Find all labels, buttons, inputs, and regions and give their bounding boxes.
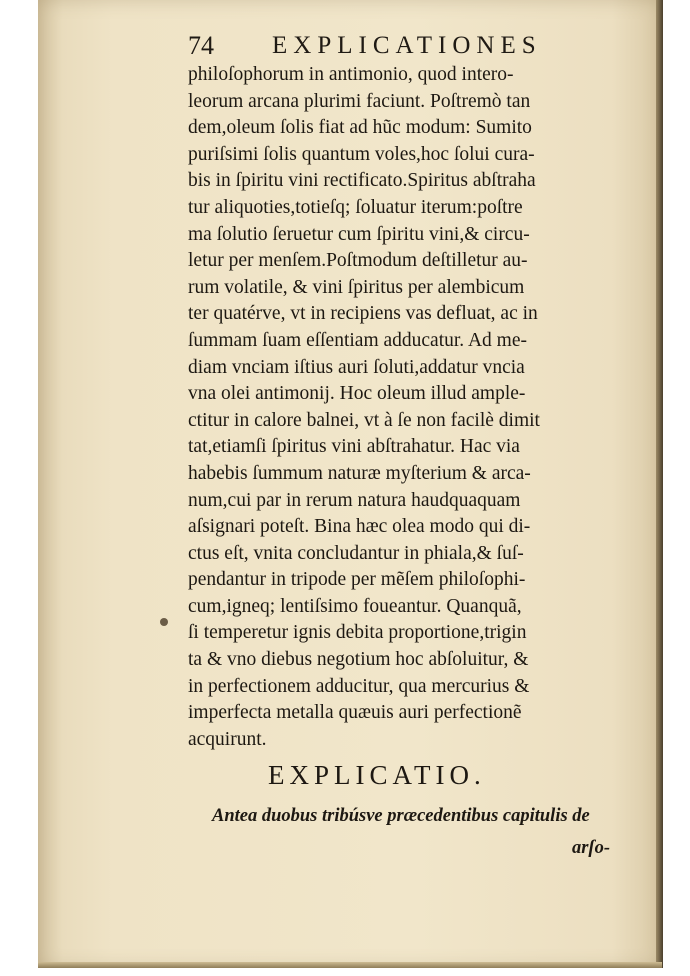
text-line: cum,igneq; lentiſsimo foueantur. Quanquã, [188, 595, 522, 617]
running-title: EXPLICATIONES [272, 32, 542, 59]
italic-line: Antea duobus tribúsve præcedentibus capitulis de [212, 806, 590, 826]
text-line: bis in ſpiritu vini rectificato.Spiritus abſtraha [188, 170, 536, 192]
text-line: habebis ſummum naturæ myſterium & arca- [188, 462, 531, 484]
page-gutter-shadow [656, 0, 663, 968]
text-line: ma ſolutio ſeruetur cum ſpiritu vini,& circu- [188, 223, 530, 245]
text-line: aſsignari poteſt. Bina hæc olea modo qui di- [188, 516, 531, 538]
text-line: ſi temperetur ignis debita proportione,trigin [188, 622, 527, 644]
text-line: ter quatérve, vt in recipiens vas defluat, ac in [188, 303, 538, 325]
page-number: 74 [188, 31, 214, 60]
text-line: pendantur in tripode per mẽſem philoſophi- [188, 569, 526, 591]
text-line: ctus eſt, vnita concludantur in phiala,& ſuſ- [188, 542, 524, 564]
section-heading: EXPLICATIO. [268, 760, 486, 790]
text-line: philoſophorum in antimonio, quod intero- [188, 64, 514, 85]
text-line: in perfectionem adducitur, qua mercurius & [188, 675, 530, 697]
page-bottom-edge [38, 962, 662, 968]
body-paragraph [188, 62, 638, 753]
text-line: acquirunt. [188, 728, 267, 750]
text-line: letur per menſem.Poſtmodum deſtilletur au- [188, 250, 528, 272]
text-line: ſummam ſuam eſſentiam adducatur. Ad me- [188, 329, 527, 351]
text-line: dem,oleum ſolis fiat ad hũc modum: Sumito [188, 117, 532, 139]
text-line: tat,etiamſi ſpiritus vini abſtrahatur. Hac via [188, 436, 520, 458]
text-line: ta & vno diebus negotium hoc abſoluitur, & [188, 649, 529, 671]
text-line: diam vnciam iſtius auri ſoluti,addatur vncia [188, 356, 525, 378]
text-line: ctitur in calore balnei, vt à ſe non facilè dimit [188, 409, 540, 431]
text-line: num,cui par in rerum natura haudquaquam [188, 489, 521, 511]
margin-dot-mark [160, 618, 168, 626]
catchword: arſo- [571, 838, 610, 858]
text-line: rum volatile, & vini ſpiritus per alembicum [188, 276, 525, 298]
text-line: puriſsimi ſolis quantum voles,hoc ſolui cura- [188, 143, 535, 165]
text-line: vna olei antimonij. Hoc oleum illud ample- [188, 383, 526, 405]
italic-paragraph [212, 800, 632, 864]
running-header [188, 28, 628, 64]
text-line: leorum arcana plurimi faciunt. Poſtremò tan [188, 90, 531, 112]
text-line: imperfecta metalla quæuis auri perfectionẽ [188, 702, 522, 724]
text-line: tur aliquoties,totieſq; ſoluatur iterum:poſtre [188, 196, 523, 218]
